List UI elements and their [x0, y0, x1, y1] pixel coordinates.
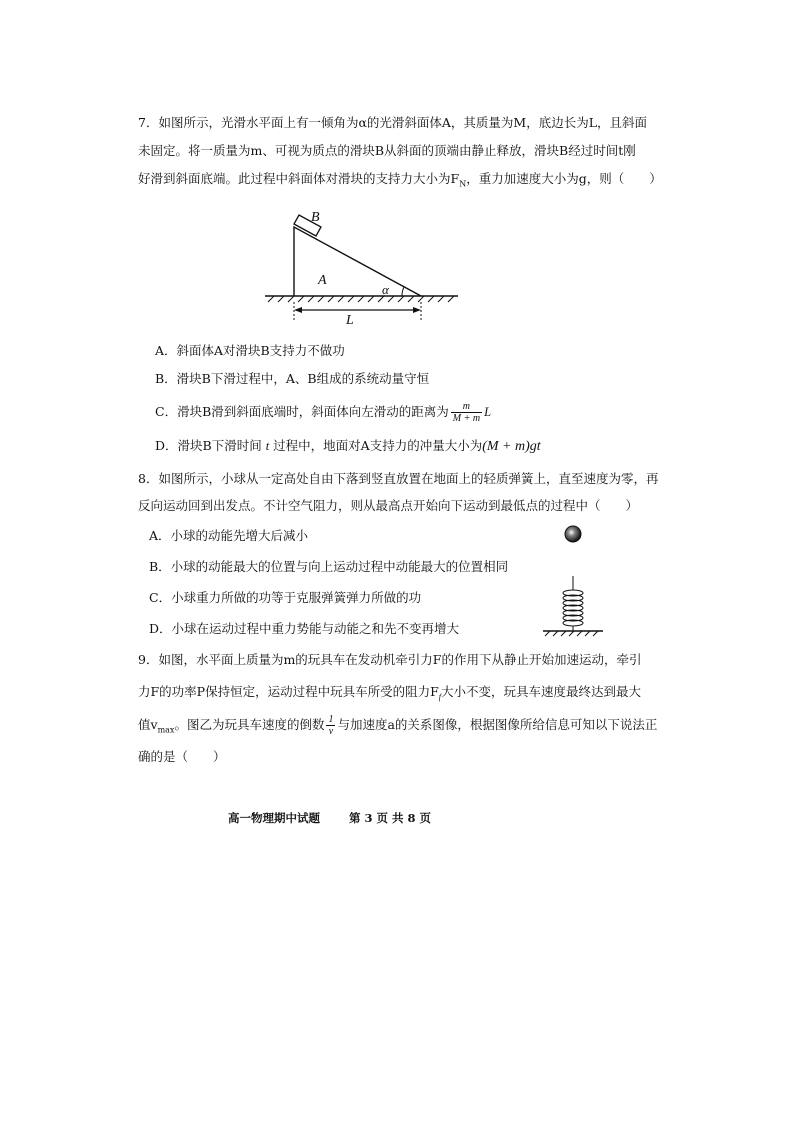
- q7-label-body: A: [318, 273, 327, 288]
- q7-option-c-post: L: [484, 405, 492, 419]
- q7-option-a: A．斜面体A对滑块B支持力不做功: [155, 343, 345, 358]
- q7-option-c-pre: C．滑块B滑到斜面底端时，斜面体向左滑动的距离为: [155, 404, 449, 419]
- ball-icon: [565, 526, 581, 542]
- q7-label-block: B: [311, 210, 320, 225]
- q9-line3-mid: 。图乙为玩具车速度的倒数: [174, 717, 325, 732]
- q7-line2: 未固定。将一质量为m、可视为质点的滑块B从斜面的顶端由静止释放，滑块B经过时间t刚: [138, 143, 636, 158]
- q8-option-d: D．小球在运动过程中重力势能与动能之和先不变再增大: [149, 621, 460, 636]
- q7-line1: 7．如图所示，光滑水平面上有一倾角为α的光滑斜面体A，其质量为M，底边长为L，且斜面: [138, 115, 648, 130]
- q7-option-d-mid: 过程中，地面对A支持力的冲量大小为: [273, 438, 483, 453]
- q9-line3-sub: max: [157, 725, 175, 735]
- q7-option-c-den: M + m: [452, 413, 481, 424]
- q9-line2-pre: 力F的功率P保持恒定，运动过程中玩具车所受的阻力F: [138, 684, 439, 699]
- q9-line2-post: 大小不变，玩具车速度最终达到最大: [441, 684, 642, 699]
- q7-line3-pre: 好滑到斜面底端。此过程中斜面体对滑块的支持力大小为F: [138, 171, 460, 186]
- q9-line3-post: 与加速度a的关系图像，根据图像所给信息可知以下说法正: [337, 717, 658, 732]
- footer-title: 高一物理期中试题: [228, 811, 320, 825]
- q8-option-c: C．小球重力所做的功等于克服弹簧弹力所做的功: [149, 590, 422, 605]
- q9-line3-fraction: [326, 714, 335, 737]
- q7-option-c-num: m: [451, 401, 482, 413]
- q9-line3-frac-num: 1: [328, 714, 334, 725]
- q8-option-b: B．小球的动能最大的位置与向上运动过程中动能最大的位置相同: [149, 559, 509, 574]
- q8-line1: 8．如图所示，小球从一定高处自由下落到竖直放置在地面上的轻质弹簧上，直至速度为零，再: [138, 471, 659, 486]
- q7-option-d-pre: D．滑块B下滑时间: [155, 438, 262, 453]
- q7-label-angle: α: [382, 282, 389, 297]
- q9-line3-pre: 值v: [138, 717, 158, 732]
- footer-page-number: 第 3 页 共 8 页: [349, 811, 432, 825]
- q7-option-d-t: t: [265, 439, 270, 453]
- q9-line2: [138, 683, 641, 707]
- q9-line3-frac-den: v: [328, 726, 334, 737]
- q9-line2-sub: f: [438, 692, 441, 702]
- q9-line4: 确的是（ ）: [138, 749, 226, 764]
- q7-option-b: B．滑块B下滑过程中，A、B组成的系统动量守恒: [155, 371, 430, 386]
- q9-line3: [138, 714, 657, 740]
- q7-line3-sub: N: [459, 179, 467, 189]
- q9-line1: 9．如图，水平面上质量为m的玩具车在发动机牵引力F的作用下从静止开始加速运动，牵引: [138, 652, 642, 667]
- q7-line3-post: ，重力加速度大小为g，则（ ）: [466, 171, 662, 186]
- q7-label-base: L: [346, 313, 354, 328]
- q7-option-d-expr: (M + m)gt: [482, 439, 541, 454]
- q8-line2: 反向运动回到出发点。不计空气阻力，则从最高点开始向下运动到最低点的过程中（ ）: [138, 498, 639, 513]
- q8-option-a: A．小球的动能先增大后减小: [149, 528, 309, 543]
